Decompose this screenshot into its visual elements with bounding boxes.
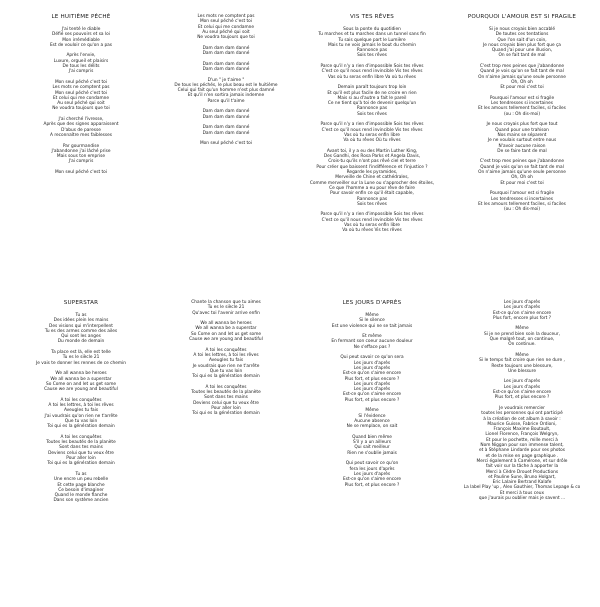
lyric-line: Est-ce qu'on s'aime encore [492, 310, 552, 316]
lyric-line: A toi les conquêtes [205, 384, 247, 390]
lyric-line: Dans son système ancien [53, 498, 109, 504]
lyric-line: Pour créer que baissent l'indifférence et l'injustice ? [316, 164, 428, 170]
lyric-line: Que tu vas loin [209, 368, 243, 374]
song-superstar [11, 300, 151, 504]
lyric-line: Oh, Oh oh [511, 175, 533, 181]
lyric-line: Je nous croyais plus fort que tout [486, 122, 558, 128]
lyric-line: S'il y a un ailleurs [353, 440, 391, 446]
lyric-line: Pour aller loin [211, 405, 241, 411]
lyric-line: Quand je vois qu'on se fait tant de mal [480, 69, 564, 75]
song-vis-tes-reves [302, 14, 442, 234]
lyric-line: J'ai cherché l'ivresse, [58, 117, 104, 123]
lyric-line: Et celui qui me condamne [52, 95, 110, 101]
lyric-line: Les jours d'après [353, 381, 391, 387]
lyric-line: Est-ce qu'on s'aime encore [492, 390, 552, 396]
lyric-line: Plus fort, et plus encore ? [344, 482, 400, 488]
lyric-line: C'est ce qu'il nous rend invincible Vis tes rêves [321, 217, 423, 223]
lyric-line: Ne s'efface pas ? [353, 344, 391, 350]
lyric-line: Mon irrémédiable [62, 37, 100, 43]
lyric-line: Même [515, 326, 529, 332]
lyric-line: fait voir sur la tâche à apporter la [485, 464, 559, 470]
lyric-line: Que tu vas loin [64, 418, 98, 424]
lyric-line: Si l'évidence [358, 413, 386, 419]
lyric-line: Eric Lalaire Bertrand Kalafe [492, 480, 552, 486]
lyric-line: Toi qui es la génération demain [47, 424, 115, 430]
song-superstar-continued [156, 300, 296, 417]
lyric-line: Du monde de demain [57, 339, 105, 345]
lyric-line: D'abus de paresse [61, 127, 101, 133]
lyric-line: Si le silence [359, 318, 385, 324]
song-title: VIS TES RÊVES [349, 14, 395, 20]
lyric-line: Les mots ne comptent pas [197, 14, 255, 19]
lyric-line: Toutes les beautés de la planète [46, 440, 116, 446]
lyric-line: A toi les lettres, à toi les rêves [193, 352, 259, 358]
lyric-line: (ou : Oh dis-moi) [503, 207, 541, 213]
lyric-line: J'ai voudrais qu'on rien ne t'arrête [44, 413, 118, 419]
lyric-line: Nos mains se séparent [497, 132, 547, 138]
lyric-line: Sois tes rêves [357, 201, 387, 207]
lyric-line: On se fait tant de mal [498, 53, 546, 59]
lyric-line: Oh, Oh oh [511, 79, 533, 85]
lyric-line: Va où tu rêves Vis tes rêves [342, 228, 402, 234]
lyric-line: Aveugles tu fais [63, 408, 99, 414]
lyric-line: Est-ce qu'on s'aime encore [342, 477, 402, 483]
lyric-line: Dam dam dam danné [202, 51, 250, 57]
lyric-line: Avant toi, il y a eu des Martin Luther King, [326, 148, 418, 154]
lyric-line: On n'aime jamais qu'une seule personne [478, 170, 566, 176]
lyric-line: Toi qui es la génération demain [47, 461, 115, 467]
lyric-line: A toi les lettres, à toi les rêves [48, 403, 114, 409]
lyric-line: We all wanna be a superstar [50, 376, 112, 382]
lyric-line: Dam dam dam danné [202, 66, 250, 72]
lyric-line: Nom Niggan pour son immense talent, [480, 443, 564, 449]
lyric-line: En fermant son coeur aucune douleur [331, 339, 413, 345]
lyric-line: Dam dam dam danné [202, 61, 250, 67]
lyric-line: Si je nous croyais bien accablé [488, 27, 556, 32]
lyric-line: Que l'on sait d'un coin, [497, 37, 547, 43]
lyric-line: Pour savoir enfin ce qu'il était capable, [330, 191, 414, 197]
lyric-line: Ce ne tient qu'à toi de devenir quelqu'un [327, 101, 417, 107]
lyric-line: Et cette page blanche [57, 482, 105, 488]
lyric-line: Les jours d'après [353, 365, 391, 371]
lyric-line: Celui qui fait qu'un homme n'est plus damné [177, 88, 275, 94]
lyric-line: Quand je vois qu'on se fait tant de mal [480, 164, 564, 170]
lyric-line: Dam dam dam danné [202, 125, 250, 131]
lyric-line: Tu marches et tu marches dans un tunnel sans fin [318, 32, 426, 38]
lyric-line: Vas où tu seras enfin libre [344, 222, 400, 228]
lyric-line: Merci à Cèdre Drouet Productions [485, 469, 559, 475]
lyric-line: Des visions qui m'interpellent [49, 323, 113, 329]
lyric-line: C'est trop mes peines que j'abandonne [479, 64, 565, 70]
lyric-line: C'est ce qu'il nous rend invincible Vis tes rêves [321, 127, 423, 133]
lyric-line: Mais sous ton emprise [56, 154, 106, 160]
lyric-line: Et même [362, 334, 382, 340]
lyric-line: Rannonce pas [356, 48, 388, 54]
lyric-line: Les jours d'après [503, 384, 541, 390]
lyric-line: Après que des signes apparaissent [43, 122, 119, 128]
lyric-line: Et qu'il est plus facile de ne croire en rien [327, 90, 417, 96]
lyric-line: Rannonce pas [356, 196, 388, 202]
lyric-line: Pour aller loin [66, 456, 96, 462]
lyric-line: Mon seul péché c'est toi [199, 19, 253, 25]
lyric-line: De toutes ces tentations [495, 32, 549, 38]
lyric-line: Ta place est là, elle est telle [51, 350, 111, 356]
lyric-line: Reste toujours une blessure, [491, 363, 553, 369]
lyric-line: De tous les péchés, le plus beau est le huitième [174, 82, 278, 88]
lyric-line: C'est trop mes peines que j'abandonne [479, 159, 565, 165]
lyric-line: Deviens celui que tu veux être [193, 400, 259, 406]
lyric-line: De se faire tant de mal [497, 148, 547, 154]
lyric-line: Comme merveiller sur la Lune ou s'approcher des étoiles, [309, 180, 435, 186]
lyric-line: Après l'envie, [66, 53, 96, 59]
lyric-line: Mon seul péché c'est toi [54, 90, 108, 96]
lyric-line: Une blessure [508, 368, 536, 374]
song-les-jours-d-apres [302, 300, 442, 488]
lyric-line: Regarde les pyramides, [346, 170, 398, 176]
lyric-line: Dam dam dam danné [202, 114, 250, 120]
lyric-line: J'abandonne j'ai lâché prise [51, 148, 111, 154]
lyric-line: Dam dam dam danné [202, 109, 250, 115]
lyric-line: Merci également à Camérone, et sur drôle [476, 458, 568, 464]
lyric-line: Même [365, 313, 379, 318]
song-title: POURQUOI L'AMOUR EST SI FRAGILE [467, 14, 577, 20]
lyric-line: D'un " je t'aime " [207, 77, 245, 83]
lyric-line: Mais si au d'autre a fait le pareil [337, 95, 407, 101]
lyric-line: A toi les conquêtes [60, 434, 102, 440]
lyric-line: On continue. [508, 342, 536, 348]
lyric-line: Et qu'il n'en sortira jamais indemne [187, 93, 265, 99]
lyric-line: Est-ce qu'on s'aime encore [342, 392, 402, 398]
lyric-line: Maurice Guisse, Fabrice Ordioni, [487, 421, 557, 427]
lyric-line: Ce que l'homme a eu pour rêve de faire [329, 185, 415, 191]
lyric-line: Je ne voulais surtout entre nous [487, 138, 557, 144]
lyric-line: Des Gandhi, des Rosa Parks et Angela Davis, [323, 154, 421, 160]
lyric-line: Luxure, orgueil et plaisirs [53, 58, 109, 64]
lyric-line: Mon seul péché c'est toi [199, 141, 253, 147]
lyric-line: Qu'avec toi l'avenir arrive enfin [192, 310, 260, 316]
lyric-line: Les jours d'après [503, 300, 541, 305]
lyric-line: Les jours d'après [353, 360, 391, 366]
lyric-line: Tu es des armes comme des ailes [44, 328, 118, 334]
lyric-line: J'ai compris [68, 159, 94, 165]
lyric-line: Aucune absence [354, 418, 390, 424]
lyric-line: Deviens celui que tu veux être [48, 450, 114, 456]
lyric-line: Ne voudra toujours que toi [197, 35, 255, 41]
lyric-line: Quand bien même [352, 434, 392, 440]
lyric-line: Toutes les beautés de la planète [191, 390, 261, 396]
lyric-line: Et pour le pochette, mille merci à [486, 437, 558, 443]
lyric-line: Sont dans tes mains [59, 445, 103, 451]
lyric-line: fera les jours d'après [349, 466, 395, 472]
lyric-line: Tu sais quelque part le Lumière [338, 37, 406, 43]
lyric-line: Qui peut savoir ce qu'on [345, 461, 399, 467]
lyric-line: Si je ne prend bien soin la douceur, [483, 331, 561, 337]
lyric-line: J'ai compris [68, 69, 94, 75]
lyric-line: et à Stéphane Lindarde pour ses photos [479, 448, 565, 454]
lyric-line: Crois-tu qu'ils n'ont pas rêvé ciel et terre [328, 159, 416, 165]
lyric-line: Et celui qui me condamne [197, 24, 255, 30]
lyric-line: Si le temps fait croire que rien ne dure , [479, 358, 565, 364]
lyric-line: Que malgré tout, on continue, [489, 337, 555, 343]
lyric-line: que j'aurais pu oublier mais je savent ... [478, 495, 566, 501]
lyric-line: Même [365, 408, 379, 414]
lyric-line: So Come on and let us get some [45, 381, 117, 387]
lyric-line: Parce qu'il t'aime [207, 98, 245, 104]
song-title: SUPERSTAR [63, 300, 99, 306]
lyric-line: Parce qu'il n'y a rien d'impossible Sois tes rêves [320, 212, 424, 218]
lyric-line: Même [515, 352, 529, 358]
lyric-line: Ne voudra toujours que toi [52, 106, 110, 112]
lyric-line: Sous la ponte du quotidien [343, 27, 401, 32]
lyric-line: Va où tu rêves Où tu rêves [343, 138, 401, 144]
lyric-line: Cause we are young and beautiful [189, 337, 263, 343]
lyric-line: Merveille de Chine et cathédrales, [335, 175, 409, 181]
lyric-line: Par gourmandise [62, 143, 100, 149]
lyric-line: Des idées plein les mains [53, 318, 109, 324]
song-le-huitieme-peche-continued [156, 14, 296, 146]
lyric-line: Lionel Florence, François Welgryn, [485, 432, 559, 438]
song-les-jours-d-apres-and-credits [452, 300, 592, 501]
lyric-line: Ne se remplace, on sait [346, 424, 398, 430]
lyric-line: Est-ce qu'on s'aime encore [342, 371, 402, 377]
lyric-line: Et pour moi c'est toi [500, 85, 544, 91]
lyric-line: Est de vouloir ce qu'on a pas [49, 42, 113, 48]
lyric-line: Je vais te donner les rennes de ce chemin [36, 360, 126, 366]
lyric-line: François Maxime Boutault, [493, 427, 551, 433]
lyric-line: On n'aime jamais qu'une seule personne [478, 74, 566, 80]
lyric-line: Les tendresses si incertaines [491, 196, 553, 202]
song-pourquoi-l-amour-est-si-fragile [452, 14, 592, 212]
lyric-line: We all wanna be a superstar [195, 326, 257, 332]
lyric-line: Quand pour une trahison [495, 127, 549, 133]
lyric-line: Plus fort, encore plus fort ? [493, 315, 551, 321]
lyric-line: We all wanna be heroes [55, 371, 107, 377]
song-le-huitieme-peche [11, 14, 151, 175]
lyric-line: Tu as [75, 471, 87, 477]
lyric-line: Plus fort, et plus encore ? [344, 376, 400, 382]
lyric-line: Sois tes rêves [357, 111, 387, 117]
lyric-line: Les mots ne comptent pas [52, 85, 110, 91]
lyric-line: Demain paraît toujours trop loin [337, 85, 407, 91]
lyric-line: Et les amours tellement faciles, si faciles [478, 201, 566, 207]
lyric-line: à la création de cet album à savoir : [483, 416, 561, 422]
lyric-line: Les jours d'après [503, 305, 541, 311]
lyric-line: Défié ses pouvoirs et sa loi [52, 32, 110, 38]
lyric-line: et Pauline Sune, Bruno Holgart, [488, 474, 556, 480]
lyric-line: Sont dans tes mains [204, 395, 248, 401]
lyric-line: Les jours d'après [353, 471, 391, 477]
lyric-line: Au seul péché qui soit [202, 29, 250, 35]
lyric-line: So Come on and let us get some [190, 331, 262, 337]
lyric-line: Je voudrais remercier [499, 405, 545, 411]
lyric-line: Et les amours tellement faciles, si faciles [478, 106, 566, 112]
lyric-line: Les jours d'après [353, 387, 391, 393]
lyric-line: We all wanna be heroes [200, 321, 252, 327]
lyric-line: Et merci à tous ceux [499, 490, 545, 496]
lyric-line: Sois tes rêves [357, 53, 387, 59]
lyric-line: C'est ce qu'il nous rend invincible Vis tes rêves [321, 69, 423, 75]
lyric-line: et de la mise en page graphique . [485, 453, 559, 459]
lyric-line: Toi qui es la génération demain [192, 374, 260, 380]
lyric-line: Je nous croyais bien plus fort que ça [483, 42, 561, 48]
lyric-line: Rannonce pas [356, 106, 388, 112]
lyric-line: De tous les délits [62, 64, 100, 70]
lyric-line: Tu as [75, 313, 87, 318]
song-title: LES JOURS D'APRÈS [342, 300, 402, 306]
lyric-line: Plus fort, et plus encore ? [344, 397, 400, 403]
lyric-line: Cause we are young and beautiful [44, 387, 118, 393]
lyric-line: Et pour moi c'est toi [500, 180, 544, 186]
lyric-line: Dam dam dam danné [202, 45, 250, 51]
lyric-line: Ce besoin d'imaginer [58, 487, 104, 493]
lyric-line: Je voudrais que rien ne t'arrête [192, 363, 260, 369]
lyric-line: A toi les conquêtes [60, 397, 102, 403]
lyric-line: Qui sait meilleur [354, 445, 390, 451]
lyric-line: Tu es le siècle 21 [62, 355, 100, 361]
lyric-line: Chante la chanson que tu aimes [191, 300, 261, 305]
lyric-line: Aveugles tu fais [208, 358, 244, 364]
lyric-line: Vas où tu seras enfin libre [344, 132, 400, 138]
lyric-line: A toi les conquêtes [205, 347, 247, 353]
lyric-line: Quand le monde flanche [54, 493, 108, 499]
lyric-line: Rien ne s'oublie jamais [347, 450, 397, 456]
lyric-line: Toi qui es la génération demain [192, 411, 260, 417]
lyric-line: Qui sont les anges [61, 334, 101, 340]
lyric-line: toutes les personnes qui ont participé [481, 411, 563, 417]
lyric-line: Une encre un peu rebelle [53, 477, 109, 483]
lyric-line: A reconnaître mes faiblesses [50, 132, 112, 138]
lyric-line: Plus fort, et plus encore ? [494, 395, 550, 401]
lyric-line: (ou : Oh dis-moi) [503, 111, 541, 117]
lyric-line: Parce qu'il n'y a rien d'impossible Sois tes rêves [320, 64, 424, 70]
lyric-line: Qui peut savoir ce qu'on sera [340, 355, 404, 361]
lyric-line: Parce qu'il n'y a rien d'impossible Sois tes rêves [320, 122, 424, 128]
lyric-line: La label Play 'up , Alex Gauthier, Thomas Lepage & co [463, 485, 581, 491]
lyric-line: Pourquoi l'amour est si fragile [489, 95, 555, 101]
lyric-line: Mon seul péché c'est toi [54, 79, 108, 85]
song-title: LE HUITIÈME PÉCHÉ [51, 14, 111, 20]
lyric-line: Quand j'ai pour une illusion, [491, 48, 553, 54]
lyric-line: Mais tu ne vois jamais le bout du chemin [327, 42, 417, 48]
lyric-line: Est une violence qui ne se tait jamais [331, 323, 413, 329]
lyric-line: N'avoir aucune raison [498, 143, 546, 149]
lyric-line: Les jours d'après [503, 379, 541, 385]
lyric-line: Vas où tu seras enfin libre Va où tu rêves [327, 74, 417, 80]
lyric-line: Les tendresses si incertaines [491, 101, 553, 107]
lyric-line: Au seul péché qui soit [57, 101, 105, 107]
lyric-line: J'ai tenté le diable [61, 27, 101, 32]
lyric-line: Tu es le siècle 21 [207, 305, 245, 311]
lyric-line: Mon seul péché c'est toi [54, 170, 108, 176]
lyric-line: Dam dam dam danné [202, 130, 250, 136]
lyric-line: Pourquoi l'amour est si fragile [489, 191, 555, 197]
